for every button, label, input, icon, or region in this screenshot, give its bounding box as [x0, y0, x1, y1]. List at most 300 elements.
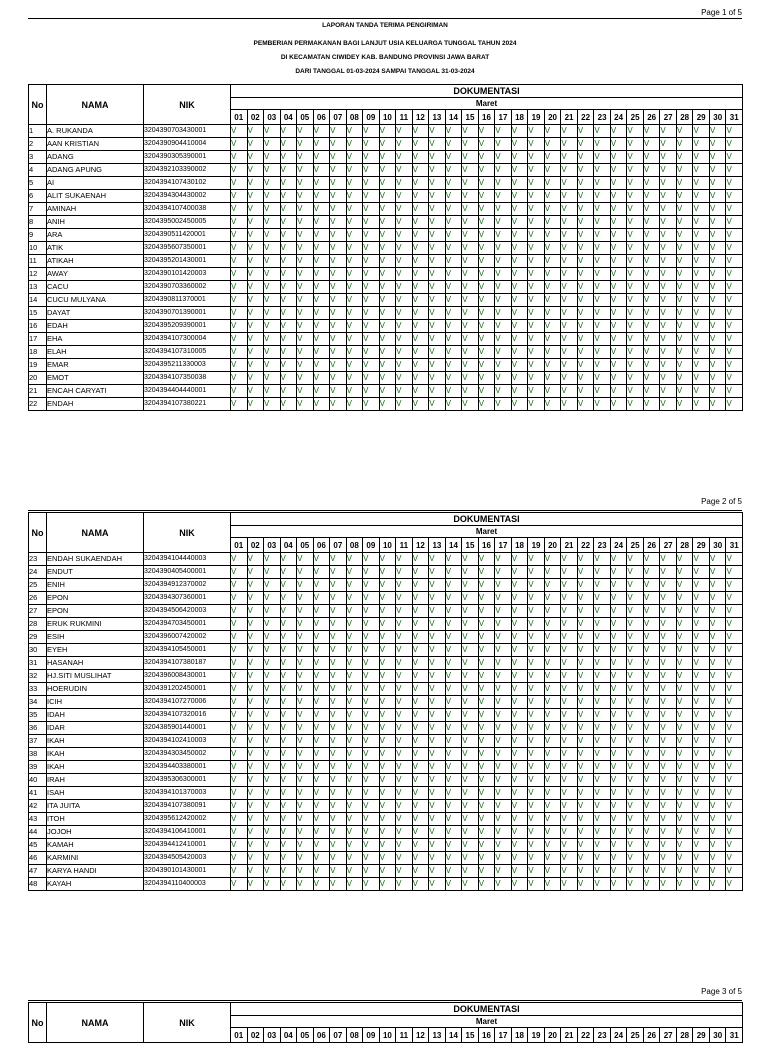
delivery-check-mark: V	[660, 359, 677, 372]
delivery-check-mark: V	[247, 385, 264, 398]
delivery-check-mark: V	[247, 709, 264, 722]
delivery-check-mark: V	[610, 125, 627, 138]
delivery-check-mark: V	[330, 826, 347, 839]
delivery-check-mark: V	[660, 748, 677, 761]
delivery-check-mark: V	[297, 294, 314, 307]
delivery-check-mark: V	[412, 722, 429, 735]
delivery-check-mark: V	[528, 203, 545, 216]
delivery-check-mark: V	[313, 268, 330, 281]
delivery-check-mark: V	[297, 242, 314, 255]
delivery-check-mark: V	[429, 800, 446, 813]
delivery-check-mark: V	[247, 151, 264, 164]
delivery-check-mark: V	[511, 203, 528, 216]
delivery-check-mark: V	[511, 190, 528, 203]
delivery-check-mark: V	[396, 761, 413, 774]
delivery-check-mark: V	[693, 696, 710, 709]
delivery-check-mark: V	[247, 229, 264, 242]
delivery-check-mark: V	[412, 268, 429, 281]
delivery-check-mark: V	[264, 333, 281, 346]
delivery-check-mark: V	[346, 735, 363, 748]
delivery-check-mark: V	[627, 852, 644, 865]
delivery-check-mark: V	[676, 787, 693, 800]
delivery-check-mark: V	[330, 696, 347, 709]
delivery-check-mark: V	[280, 839, 297, 852]
delivery-check-mark: V	[412, 787, 429, 800]
delivery-check-mark: V	[726, 281, 743, 294]
delivery-check-mark: V	[610, 229, 627, 242]
delivery-check-mark: V	[495, 216, 512, 229]
delivery-check-mark: V	[297, 346, 314, 359]
delivery-check-mark: V	[577, 865, 594, 878]
table-row	[29, 346, 743, 359]
delivery-check-mark: V	[247, 696, 264, 709]
delivery-check-mark: V	[726, 385, 743, 398]
delivery-check-mark: V	[363, 359, 380, 372]
recipient-name: ERUK RUKMINI	[47, 618, 144, 631]
delivery-check-mark: V	[511, 787, 528, 800]
delivery-check-mark: V	[577, 709, 594, 722]
delivery-check-mark: V	[676, 735, 693, 748]
delivery-check-mark: V	[280, 631, 297, 644]
day-header: 24	[610, 110, 627, 125]
delivery-check-mark: V	[577, 774, 594, 787]
day-header: 25	[627, 538, 644, 553]
delivery-check-mark: V	[462, 138, 479, 151]
delivery-check-mark: V	[726, 878, 743, 891]
day-header: 01	[231, 110, 248, 125]
delivery-check-mark: V	[495, 281, 512, 294]
delivery-check-mark: V	[379, 359, 396, 372]
delivery-check-mark: V	[396, 385, 413, 398]
table-row	[29, 398, 743, 411]
delivery-check-mark: V	[330, 268, 347, 281]
recipient-nik: 3204390405400001	[144, 566, 231, 579]
table-row	[29, 385, 743, 398]
delivery-check-mark: V	[726, 826, 743, 839]
delivery-check-mark: V	[478, 281, 495, 294]
delivery-check-mark: V	[643, 774, 660, 787]
delivery-check-mark: V	[660, 333, 677, 346]
day-header: 18	[511, 110, 528, 125]
delivery-check-mark: V	[412, 800, 429, 813]
delivery-check-mark: V	[643, 229, 660, 242]
delivery-check-mark: V	[264, 592, 281, 605]
delivery-check-mark: V	[445, 631, 462, 644]
delivery-check-mark: V	[280, 813, 297, 826]
delivery-check-mark: V	[379, 878, 396, 891]
delivery-check-mark: V	[726, 138, 743, 151]
delivery-check-mark: V	[412, 138, 429, 151]
delivery-check-mark: V	[363, 670, 380, 683]
day-header: 28	[676, 1028, 693, 1043]
delivery-check-mark: V	[412, 774, 429, 787]
delivery-check-mark: V	[462, 605, 479, 618]
delivery-check-mark: V	[693, 670, 710, 683]
delivery-check-mark: V	[264, 359, 281, 372]
delivery-check-mark: V	[610, 553, 627, 566]
row-number: 43	[29, 813, 47, 826]
table-row	[29, 618, 743, 631]
delivery-check-mark: V	[726, 696, 743, 709]
delivery-check-mark: V	[643, 151, 660, 164]
delivery-check-mark: V	[264, 566, 281, 579]
delivery-check-mark: V	[495, 748, 512, 761]
delivery-check-mark: V	[495, 359, 512, 372]
delivery-check-mark: V	[544, 618, 561, 631]
delivery-check-mark: V	[676, 865, 693, 878]
delivery-check-mark: V	[544, 748, 561, 761]
day-header: 03	[264, 538, 281, 553]
column-header-no: No	[29, 85, 47, 125]
delivery-check-mark: V	[379, 566, 396, 579]
delivery-check-mark: V	[280, 151, 297, 164]
delivery-check-mark: V	[610, 787, 627, 800]
delivery-check-mark: V	[264, 865, 281, 878]
delivery-check-mark: V	[627, 709, 644, 722]
delivery-check-mark: V	[511, 281, 528, 294]
delivery-check-mark: V	[445, 177, 462, 190]
delivery-check-mark: V	[511, 125, 528, 138]
delivery-check-mark: V	[610, 800, 627, 813]
delivery-check-mark: V	[693, 566, 710, 579]
recipient-name: KAMAH	[47, 839, 144, 852]
delivery-check-mark: V	[445, 125, 462, 138]
delivery-check-mark: V	[297, 190, 314, 203]
delivery-check-mark: V	[495, 657, 512, 670]
recipient-name: IDAR	[47, 722, 144, 735]
delivery-check-mark: V	[313, 878, 330, 891]
table-row	[29, 839, 743, 852]
delivery-check-mark: V	[412, 735, 429, 748]
delivery-check-mark: V	[478, 372, 495, 385]
delivery-check-mark: V	[610, 203, 627, 216]
delivery-check-mark: V	[643, 566, 660, 579]
delivery-check-mark: V	[379, 709, 396, 722]
delivery-check-mark: V	[561, 774, 578, 787]
delivery-check-mark: V	[363, 164, 380, 177]
delivery-check-mark: V	[627, 346, 644, 359]
delivery-check-mark: V	[528, 151, 545, 164]
delivery-check-mark: V	[264, 696, 281, 709]
delivery-check-mark: V	[610, 722, 627, 735]
table-row	[29, 372, 743, 385]
row-number: 20	[29, 372, 47, 385]
delivery-check-mark: V	[429, 670, 446, 683]
delivery-check-mark: V	[726, 865, 743, 878]
delivery-check-mark: V	[495, 605, 512, 618]
delivery-check-mark: V	[544, 138, 561, 151]
delivery-check-mark: V	[264, 398, 281, 411]
delivery-check-mark: V	[379, 644, 396, 657]
delivery-check-mark: V	[643, 255, 660, 268]
delivery-check-mark: V	[709, 346, 726, 359]
delivery-check-mark: V	[462, 618, 479, 631]
delivery-check-mark: V	[330, 177, 347, 190]
day-header: 10	[379, 538, 396, 553]
delivery-check-mark: V	[643, 307, 660, 320]
column-header-nama: NAMA	[47, 513, 144, 553]
delivery-check-mark: V	[297, 229, 314, 242]
delivery-check-mark: V	[643, 657, 660, 670]
delivery-check-mark: V	[429, 566, 446, 579]
delivery-check-mark: V	[231, 735, 248, 748]
row-number: 10	[29, 242, 47, 255]
delivery-check-mark: V	[676, 281, 693, 294]
delivery-check-mark: V	[478, 696, 495, 709]
delivery-check-mark: V	[726, 774, 743, 787]
recipient-nik: 3204394304430002	[144, 190, 231, 203]
row-number: 17	[29, 333, 47, 346]
delivery-check-mark: V	[594, 852, 611, 865]
delivery-check-mark: V	[264, 878, 281, 891]
delivery-check-mark: V	[231, 657, 248, 670]
delivery-check-mark: V	[643, 320, 660, 333]
delivery-check-mark: V	[594, 657, 611, 670]
delivery-check-mark: V	[627, 735, 644, 748]
delivery-check-mark: V	[346, 618, 363, 631]
delivery-check-mark: V	[594, 190, 611, 203]
delivery-check-mark: V	[297, 748, 314, 761]
delivery-check-mark: V	[561, 216, 578, 229]
delivery-check-mark: V	[264, 579, 281, 592]
delivery-check-mark: V	[561, 696, 578, 709]
delivery-check-mark: V	[313, 722, 330, 735]
delivery-check-mark: V	[544, 683, 561, 696]
delivery-check-mark: V	[313, 255, 330, 268]
delivery-check-mark: V	[429, 398, 446, 411]
delivery-check-mark: V	[231, 125, 248, 138]
delivery-check-mark: V	[643, 281, 660, 294]
delivery-check-mark: V	[313, 670, 330, 683]
delivery-check-mark: V	[693, 398, 710, 411]
day-header: 19	[528, 538, 545, 553]
delivery-check-mark: V	[330, 657, 347, 670]
delivery-check-mark: V	[429, 359, 446, 372]
delivery-check-mark: V	[379, 125, 396, 138]
recipient-name: IKAH	[47, 735, 144, 748]
delivery-check-mark: V	[247, 683, 264, 696]
delivery-check-mark: V	[610, 372, 627, 385]
recipient-name: ENCAH CARYATI	[47, 385, 144, 398]
delivery-check-mark: V	[528, 670, 545, 683]
delivery-check-mark: V	[511, 579, 528, 592]
delivery-check-mark: V	[709, 320, 726, 333]
delivery-check-mark: V	[660, 566, 677, 579]
delivery-check-mark: V	[544, 268, 561, 281]
delivery-check-mark: V	[412, 657, 429, 670]
delivery-check-mark: V	[330, 372, 347, 385]
delivery-check-mark: V	[280, 320, 297, 333]
delivery-check-mark: V	[709, 138, 726, 151]
delivery-check-mark: V	[462, 631, 479, 644]
delivery-check-mark: V	[313, 852, 330, 865]
delivery-check-mark: V	[264, 320, 281, 333]
delivery-check-mark: V	[709, 592, 726, 605]
delivery-check-mark: V	[676, 151, 693, 164]
delivery-check-mark: V	[280, 255, 297, 268]
delivery-check-mark: V	[379, 190, 396, 203]
delivery-check-mark: V	[594, 800, 611, 813]
delivery-check-mark: V	[511, 852, 528, 865]
delivery-check-mark: V	[511, 320, 528, 333]
delivery-check-mark: V	[396, 398, 413, 411]
delivery-check-mark: V	[445, 138, 462, 151]
delivery-check-mark: V	[726, 670, 743, 683]
delivery-check-mark: V	[280, 216, 297, 229]
delivery-check-mark: V	[346, 865, 363, 878]
day-header: 26	[643, 538, 660, 553]
recipient-name: JOJOH	[47, 826, 144, 839]
delivery-check-mark: V	[478, 346, 495, 359]
delivery-check-mark: V	[478, 657, 495, 670]
delivery-check-mark: V	[396, 190, 413, 203]
delivery-check-mark: V	[544, 657, 561, 670]
delivery-check-mark: V	[346, 644, 363, 657]
row-number: 38	[29, 748, 47, 761]
delivery-check-mark: V	[495, 372, 512, 385]
page-top-rule	[28, 1000, 742, 1001]
delivery-check-mark: V	[676, 618, 693, 631]
delivery-check-mark: V	[330, 839, 347, 852]
column-header-nama: NAMA	[47, 85, 144, 125]
delivery-check-mark: V	[544, 359, 561, 372]
delivery-check-mark: V	[660, 138, 677, 151]
delivery-check-mark: V	[264, 683, 281, 696]
delivery-check-mark: V	[280, 333, 297, 346]
delivery-check-mark: V	[280, 696, 297, 709]
delivery-check-mark: V	[445, 683, 462, 696]
delivery-check-mark: V	[528, 242, 545, 255]
delivery-check-mark: V	[495, 294, 512, 307]
delivery-check-mark: V	[660, 800, 677, 813]
delivery-check-mark: V	[346, 787, 363, 800]
delivery-check-mark: V	[528, 800, 545, 813]
delivery-check-mark: V	[726, 333, 743, 346]
delivery-check-mark: V	[445, 761, 462, 774]
table-row	[29, 359, 743, 372]
delivery-check-mark: V	[396, 696, 413, 709]
delivery-check-mark: V	[264, 722, 281, 735]
delivery-check-mark: V	[231, 566, 248, 579]
delivery-check-mark: V	[577, 138, 594, 151]
day-header: 14	[445, 538, 462, 553]
delivery-check-mark: V	[412, 333, 429, 346]
delivery-check-mark: V	[627, 761, 644, 774]
delivery-check-mark: V	[528, 826, 545, 839]
delivery-check-mark: V	[478, 553, 495, 566]
day-header: 05	[297, 1028, 314, 1043]
delivery-check-mark: V	[627, 631, 644, 644]
delivery-check-mark: V	[693, 203, 710, 216]
day-header: 24	[610, 538, 627, 553]
delivery-check-mark: V	[346, 216, 363, 229]
delivery-check-mark: V	[709, 359, 726, 372]
delivery-check-mark: V	[561, 307, 578, 320]
delivery-check-mark: V	[528, 748, 545, 761]
report-date-range: DARI TANGGAL 01-03-2024 SAMPAI TANGGAL 31-03-2024	[295, 68, 475, 75]
delivery-check-mark: V	[577, 333, 594, 346]
day-header: 15	[462, 110, 479, 125]
recipient-nik: 3204395209390001	[144, 320, 231, 333]
delivery-check-mark: V	[429, 592, 446, 605]
delivery-check-mark: V	[577, 631, 594, 644]
delivery-check-mark: V	[379, 839, 396, 852]
delivery-check-mark: V	[478, 268, 495, 281]
delivery-check-mark: V	[627, 683, 644, 696]
delivery-check-mark: V	[478, 294, 495, 307]
delivery-check-mark: V	[429, 242, 446, 255]
delivery-check-mark: V	[396, 242, 413, 255]
delivery-check-mark: V	[627, 553, 644, 566]
delivery-check-mark: V	[643, 735, 660, 748]
delivery-check-mark: V	[495, 125, 512, 138]
delivery-check-mark: V	[495, 320, 512, 333]
delivery-check-mark: V	[313, 735, 330, 748]
delivery-check-mark: V	[693, 242, 710, 255]
delivery-check-mark: V	[231, 359, 248, 372]
row-number: 22	[29, 398, 47, 411]
delivery-check-mark: V	[379, 242, 396, 255]
delivery-check-mark: V	[594, 644, 611, 657]
delivery-check-mark: V	[231, 748, 248, 761]
delivery-check-mark: V	[676, 333, 693, 346]
delivery-check-mark: V	[709, 242, 726, 255]
delivery-check-mark: V	[478, 774, 495, 787]
page-top-rule	[28, 18, 742, 19]
delivery-check-mark: V	[594, 333, 611, 346]
delivery-check-mark: V	[561, 865, 578, 878]
delivery-check-mark: V	[660, 878, 677, 891]
delivery-check-mark: V	[643, 125, 660, 138]
delivery-check-mark: V	[478, 748, 495, 761]
row-number: 28	[29, 618, 47, 631]
delivery-check-mark: V	[247, 268, 264, 281]
delivery-check-mark: V	[313, 787, 330, 800]
delivery-check-mark: V	[346, 125, 363, 138]
day-header: 21	[561, 110, 578, 125]
delivery-check-mark: V	[363, 592, 380, 605]
delivery-check-mark: V	[313, 385, 330, 398]
column-header-no: No	[29, 1003, 47, 1043]
delivery-check-mark: V	[313, 826, 330, 839]
delivery-check-mark: V	[511, 774, 528, 787]
delivery-check-mark: V	[445, 670, 462, 683]
delivery-check-mark: V	[676, 216, 693, 229]
delivery-check-mark: V	[231, 294, 248, 307]
row-number: 2	[29, 138, 47, 151]
delivery-check-mark: V	[561, 346, 578, 359]
delivery-check-mark: V	[330, 398, 347, 411]
delivery-check-mark: V	[627, 216, 644, 229]
delivery-check-mark: V	[627, 359, 644, 372]
delivery-check-mark: V	[478, 566, 495, 579]
delivery-check-mark: V	[231, 333, 248, 346]
table-row	[29, 735, 743, 748]
recipient-nik: 3204395211330003	[144, 359, 231, 372]
delivery-check-mark: V	[610, 333, 627, 346]
delivery-check-mark: V	[429, 164, 446, 177]
delivery-check-mark: V	[346, 398, 363, 411]
delivery-check-mark: V	[429, 553, 446, 566]
row-number: 29	[29, 631, 47, 644]
delivery-check-mark: V	[610, 592, 627, 605]
recipient-name: ANIH	[47, 216, 144, 229]
delivery-check-mark: V	[577, 748, 594, 761]
delivery-check-mark: V	[478, 761, 495, 774]
delivery-check-mark: V	[610, 878, 627, 891]
row-number: 33	[29, 683, 47, 696]
delivery-check-mark: V	[495, 813, 512, 826]
